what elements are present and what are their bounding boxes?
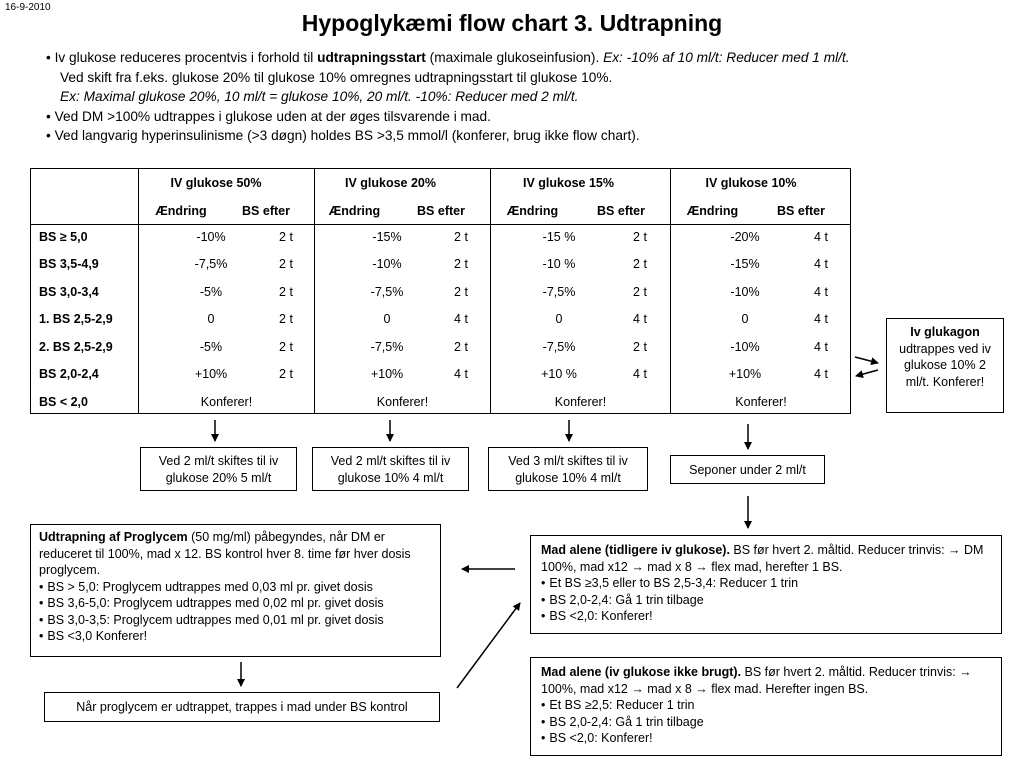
table-cell: 4 t (454, 367, 468, 381)
table-cell: 0 (555, 312, 563, 326)
table-cell: 4 t (814, 257, 828, 271)
table-cell: 2 t (279, 367, 293, 381)
konferer-cell: Konferer! (735, 395, 787, 409)
list-item: • BS > 5,0: Proglycem udtrappes med 0,03 ml pr. givet dosis (39, 579, 432, 596)
row-label: BS ≥ 5,0 (39, 230, 88, 244)
table-cell: 0 (741, 312, 749, 326)
sub-header-change: Ændring (328, 204, 381, 218)
table-cell: -5% (199, 340, 223, 354)
intro-l1-italic: Ex: -10% af 10 ml/t: Reducer med 1 ml/t. (603, 50, 850, 65)
table-cell: 4 t (633, 367, 647, 381)
table-cell: -10% (372, 257, 402, 271)
row-label: 2. BS 2,5-2,9 (39, 340, 113, 354)
konferer-cell: Konferer! (200, 395, 253, 409)
intro-l5: Ved langvarig hyperinsulinisme (>3 døgn) holdes BS >3,5 mmol/l (konferer, brug ikke flow chart). (54, 128, 640, 143)
table-cell: -10% (730, 340, 760, 354)
sub-header-change: Ændring (155, 204, 207, 218)
table-cell: -7,5% (370, 285, 404, 299)
sub-header-change: Ændring (506, 204, 559, 218)
table-cell: -7,5% (370, 340, 404, 354)
konferer-cell: Konferer! (376, 395, 429, 409)
table-cell: 2 t (279, 257, 293, 271)
list-item: • BS <3,0 Konferer! (39, 628, 432, 645)
row-label: 1. BS 2,5-2,9 (39, 312, 113, 326)
table-cell: 0 (207, 312, 215, 326)
proglycem-title: Udtrapning af Proglycem (39, 530, 188, 544)
group-header: IV glukose 20% (344, 176, 436, 190)
table-cell: 4 t (454, 312, 468, 326)
row-label: BS 3,5-4,9 (39, 257, 99, 271)
list-item: • BS 2,0-2,4: Gå 1 trin tilbage (541, 714, 991, 731)
table-cell: 4 t (814, 312, 828, 326)
page-title: Hypoglykæmi flow chart 3. Udtrapning (301, 10, 723, 36)
sub-header-bs: BS efter (242, 204, 290, 218)
table-cell: +10 % (541, 367, 577, 381)
table-cell: 2 t (279, 312, 293, 326)
sub-header-bs: BS efter (417, 204, 465, 218)
mad-iv-title: Mad alene (tidligere iv glukose). (541, 543, 730, 557)
list-item: • Et BS ≥2,5: Reducer 1 trin (541, 697, 991, 714)
switch-box-15: Ved 3 ml/t skiftes til iv glukose 10% 4 ml/t (488, 447, 648, 491)
sub-header-bs: BS efter (597, 204, 645, 218)
table-cell: -15% (730, 257, 760, 271)
table-cell: 2 t (633, 257, 647, 271)
sub-header-change: Ændring (686, 204, 739, 218)
table-cell: -10 % (542, 257, 576, 271)
table-cell: -15 % (542, 230, 576, 244)
group-header: IV glukose 15% (522, 176, 614, 190)
table-cell: -7,5% (542, 340, 576, 354)
row-label: BS < 2,0 (39, 395, 88, 409)
intro-line-2: Ved skift fra f.eks. glukose 20% til glukose 10% omregnes udtrapningsstart til glukose 10%. (60, 69, 613, 85)
table-cell: 4 t (814, 367, 828, 381)
list-item: • BS <2,0: Konferer! (541, 730, 991, 747)
table-cell: -20% (730, 230, 760, 244)
table-cell: 4 t (633, 312, 647, 326)
table-cell: +10% (370, 367, 404, 381)
list-item: • BS <2,0: Konferer! (541, 608, 991, 625)
group-header: IV glukose 10% (705, 176, 797, 190)
mad-no-iv-title: Mad alene (iv glukose ikke brugt). (541, 665, 742, 679)
glukagon-title: Iv glukagon (910, 325, 980, 339)
arrow-from-glukagon (856, 370, 878, 376)
table-cell: 4 t (814, 285, 828, 299)
row-label: BS 3,0-3,4 (39, 285, 99, 299)
table-cell: -10% (196, 230, 226, 244)
intro-l4: Ved DM >100% udtrappes i glukose uden at der øges tilsvarende i mad. (54, 108, 491, 124)
intro-line-1: • Iv glukose reduceres procentvis i forhold til udtrapningsstart (maximale glukoseinfusion). Ex: -10% af 10 ml/t: Reducer med 1 ml/t. (46, 50, 850, 65)
table-cell: 4 t (814, 230, 828, 244)
table-cell: 2 t (279, 230, 293, 244)
table-cell: 2 t (279, 285, 293, 299)
table-cell: -10% (730, 285, 760, 299)
list-item: • BS 3,6-5,0: Proglycem udtrappes med 0,02 ml pr. givet dosis (39, 595, 432, 612)
table-cell: -7,5% (542, 285, 576, 299)
glukagon-text: udtrappes ved iv glukose 10% 2 ml/t. Konferer! (899, 341, 991, 389)
table-cell: 2 t (454, 340, 468, 354)
seponer-box: Seponer under 2 ml/t (670, 455, 825, 484)
row-label: BS 2,0-2,4 (39, 367, 99, 381)
table-cell: 2 t (454, 257, 468, 271)
mad-no-iv-intro: BS før hvert 2. måltid. Reducer trinvis: → 100%, mad x12 → mad x 8 → flex mad. Herefter ingen BS. (541, 665, 972, 696)
table-cell: 2 t (454, 285, 468, 299)
list-item: • Et BS ≥3,5 eller to BS 2,5-3,4: Reducer 1 trin (541, 575, 991, 592)
konferer-cell: Konferer! (554, 395, 607, 409)
table-cell: -7,5% (194, 257, 228, 271)
switch-box-20: Ved 2 ml/t skiftes til iv glukose 10% 4 ml/t (312, 447, 469, 491)
table-cell: 2 t (633, 230, 647, 244)
intro-l1-bold: udtrapningsstart (317, 50, 426, 65)
proglycem-intro: (50 mg/ml) påbegyndes, når DM er reduceret til 100%, mad x 12. BS kontrol hver 8. time før hver dosis proglycem. (39, 530, 411, 577)
table-cell: 4 t (814, 340, 828, 354)
intro-line-5: • Ved langvarig hyperinsulinisme (>3 døgn) holdes BS >3,5 mmol/l (konferer, brug ikke flow chart). (46, 128, 640, 143)
table-cell: +10% (728, 367, 762, 381)
table-cell: 2 t (454, 230, 468, 244)
intro-l1-pre: Iv glukose reduceres procentvis i forhold til (54, 50, 318, 65)
list-item: • BS 2,0-2,4: Gå 1 trin tilbage (541, 592, 991, 609)
proglycem-done-box: Når proglycem er udtrappet, trappes i mad under BS kontrol (44, 692, 440, 722)
date-label: 16-9-2010 (5, 2, 51, 13)
table-cell: 2 t (633, 340, 647, 354)
table-cell: 0 (383, 312, 391, 326)
sub-header-bs: BS efter (777, 204, 825, 218)
table-cell: 2 t (279, 340, 293, 354)
table-cell: +10% (194, 367, 228, 381)
group-header: IV glukose 50% (170, 176, 262, 190)
intro-l3-italic: Ex: Maximal glukose 20%, 10 ml/t = glukose 10%, 20 ml/t. -10%: Reducer med 2 ml/t. (60, 89, 579, 104)
list-item: • BS 3,0-3,5: Proglycem udtrappes med 0,01 ml pr. givet dosis (39, 612, 432, 629)
switch-box-50: Ved 2 ml/t skiftes til iv glukose 20% 5 ml/t (140, 447, 297, 491)
intro-l1-post: (maximale glukoseinfusion). (425, 50, 604, 65)
arrow-to-glukagon (855, 357, 878, 363)
table-cell: -5% (199, 285, 223, 299)
intro-line-4: • Ved DM >100% udtrappes i glukose uden at der øges tilsvarende i mad. (46, 108, 491, 124)
arrow-up-mad (457, 603, 520, 688)
table-cell: -15% (372, 230, 402, 244)
table-cell: 2 t (633, 285, 647, 299)
mad-iv-intro: BS før hvert 2. måltid. Reducer trinvis: → DM 100%, mad x12 → mad x 8 → flex mad, herefter 1 BS. (541, 543, 984, 574)
